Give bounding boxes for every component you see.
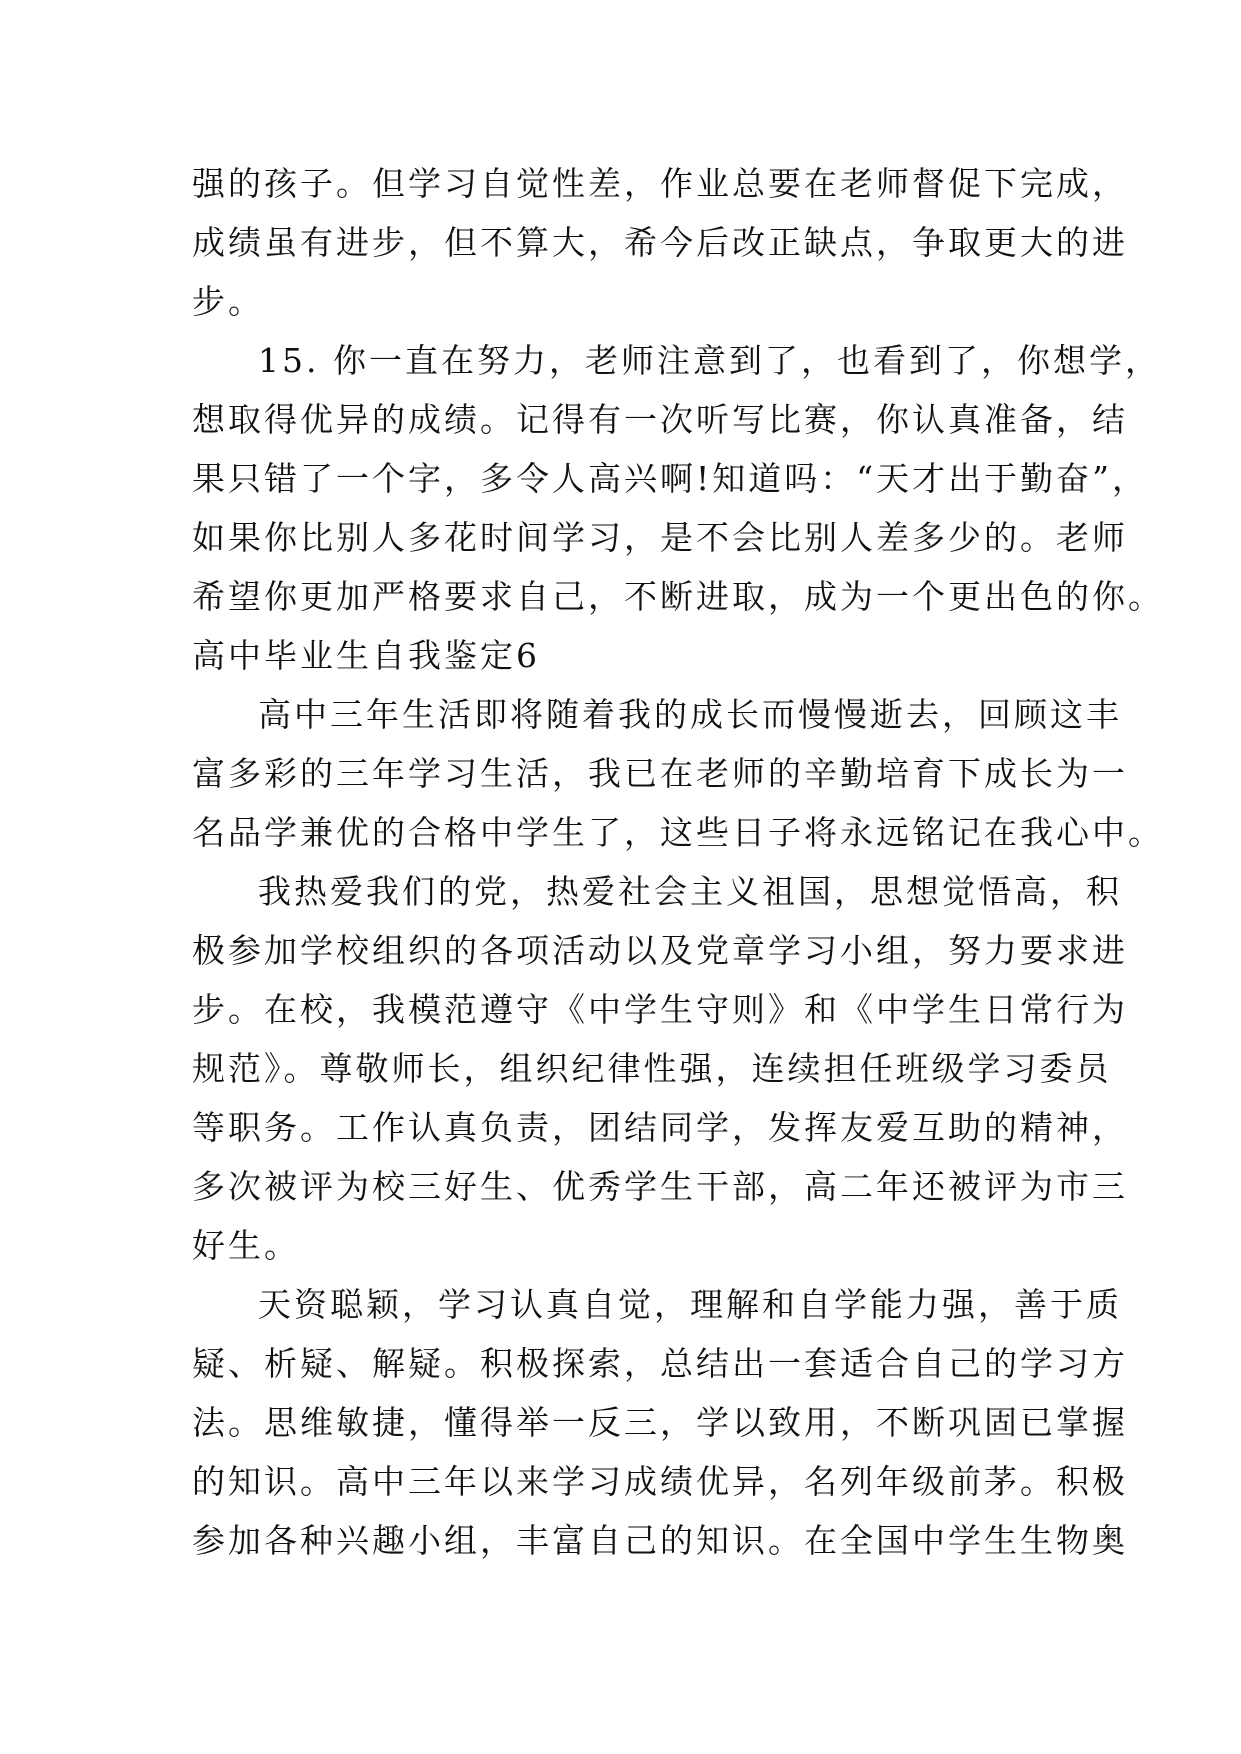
paragraph-start: 高中三年生活即将随着我的成长而慢慢逝去，回顾这丰 [258,695,1122,734]
text-line: 参加各种兴趣小组，丰富自己的知识。在全国中学生生物奥 [192,1521,1128,1560]
list-item-15: 15. 你一直在努力，老师注意到了，也看到了，你想学， [258,341,1161,380]
text-line: 等职务。工作认真负责，团结同学，发挥友爱互助的精神， [192,1108,1128,1147]
text-line: 步。在校，我模范遵守《中学生守则》和《中学生日常行为 [192,990,1128,1029]
text-line: 多次被评为校三好生、优秀学生干部，高二年还被评为市三 [192,1167,1128,1206]
text-line: 步。 [192,282,264,321]
section-heading: 高中毕业生自我鉴定6 [192,636,540,675]
text-line: 富多彩的三年学习生活，我已在老师的辛勤培育下成长为一 [192,754,1128,793]
text-line: 成绩虽有进步，但不算大，希今后改正缺点，争取更大的进 [192,223,1128,262]
text-line: 规范》。尊敬师长，组织纪律性强，连续担任班级学习委员 [192,1049,1112,1088]
text-line: 好生。 [192,1226,300,1265]
text-line: 想取得优异的成绩。记得有一次听写比赛，你认真准备，结 [192,400,1128,439]
text-line: 的知识。高中三年以来学习成绩优异，名列年级前茅。积极 [192,1462,1128,1501]
text-line: 名品学兼优的合格中学生了，这些日子将永远铭记在我心中。 [192,813,1164,852]
text-line: 法。思维敏捷，懂得举一反三，学以致用，不断巩固已掌握 [192,1403,1128,1442]
text-line: 疑、析疑、解疑。积极探索，总结出一套适合自己的学习方 [192,1344,1128,1383]
text-line: 强的孩子。但学习自觉性差，作业总要在老师督促下完成， [192,164,1128,203]
paragraph-start: 我热爱我们的党，热爱社会主义祖国，思想觉悟高，积 [258,872,1122,911]
text-line: 如果你比别人多花时间学习，是不会比别人差多少的。老师 [192,518,1128,557]
text-line: 希望你更加严格要求自己，不断进取，成为一个更出色的你。 [192,577,1164,616]
paragraph-start: 天资聪颖，学习认真自觉，理解和自学能力强，善于质 [258,1285,1122,1324]
text-line: 极参加学校组织的各项活动以及党章学习小组，努力要求进 [192,931,1128,970]
text-line: 果只错了一个字，多令人高兴啊!知道吗：“天才出于勤奋”， [192,459,1149,498]
